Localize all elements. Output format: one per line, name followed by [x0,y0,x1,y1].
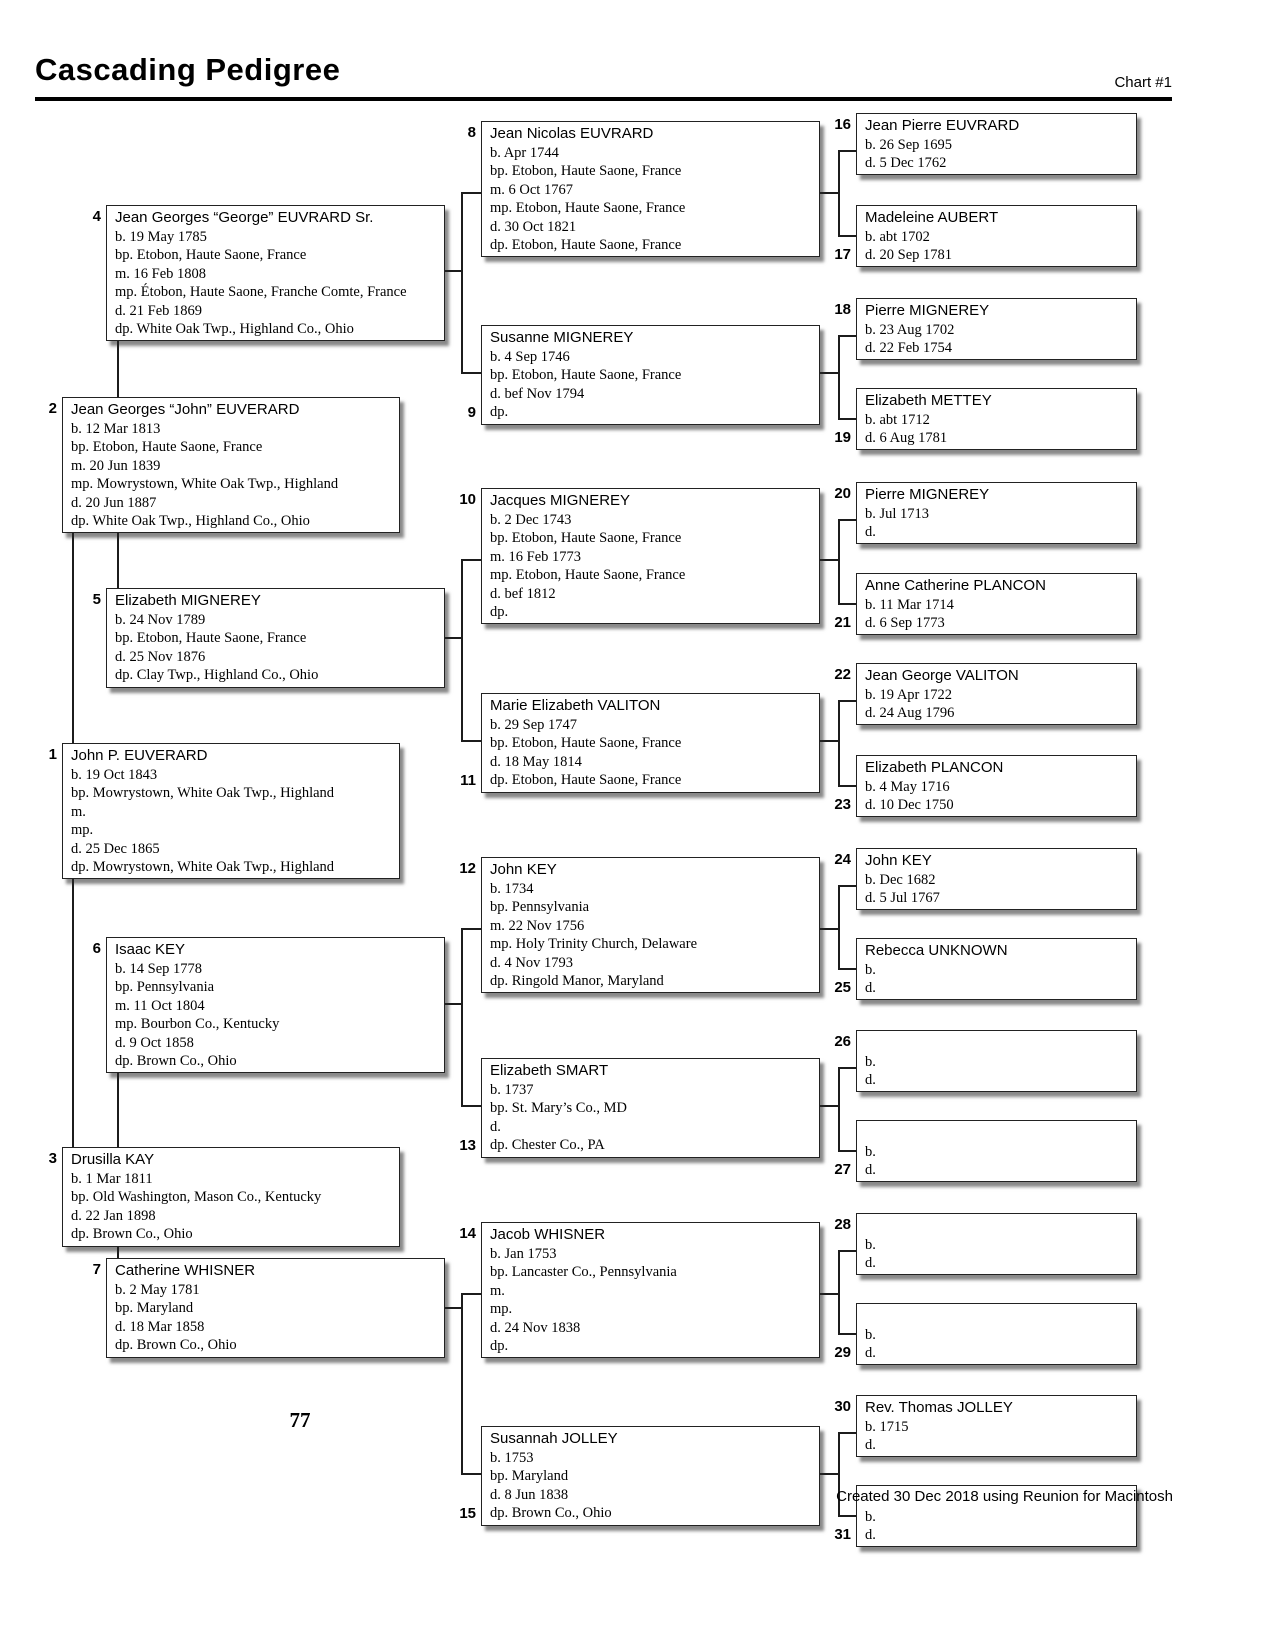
person-12-name: John KEY [490,861,557,878]
person-detail-line: b. 29 Sep 1747 [490,716,577,733]
person-31-number: 31 [834,1525,851,1543]
connector-line [838,150,840,235]
connector-line [820,1473,838,1475]
person-20-name: Pierre MIGNEREY [865,486,990,503]
person-detail-line: dp. Ringold Manor, Maryland [490,973,664,989]
connector-line [838,1150,856,1152]
connector-line [461,559,463,740]
person-detail-line: dp. White Oak Twp., Highland Co., Ohio [115,321,354,337]
person-detail-line: d. 22 Feb 1754 [865,340,952,356]
connector-line [461,372,481,374]
person-detail-line: b. Jul 1713 [865,505,930,522]
connector-line [117,341,119,397]
connector-line [72,879,74,1147]
created-note: Created 30 Dec 2018 using Reunion for Macintosh [836,1488,1173,1505]
person-detail-line: m. 16 Feb 1773 [490,548,582,565]
person-19-details [865,411,1130,448]
person-detail-line: bp. Old Washington, Mason Co., Kentucky [71,1189,322,1205]
person-detail-line: b. 11 Mar 1714 [865,596,954,613]
person-detail-line: dp. [490,1338,509,1354]
person-17-name: Madeleine AUBERT [865,209,999,226]
person-21-name: Anne Catherine PLANCON [865,577,1046,594]
person-detail-line: m. [71,803,86,820]
person-box-19 [834,388,1137,450]
connector-line [461,1293,481,1295]
person-6-details [115,960,438,1071]
person-box-1 [48,743,400,879]
person-detail-line: m. 20 Jun 1839 [71,457,161,474]
person-detail-line: dp. Brown Co., Ohio [115,1053,237,1069]
person-16-details [865,136,1130,173]
person-detail-line: b. 4 May 1716 [865,778,950,795]
person-23-name: Elizabeth PLANCON [865,759,1004,776]
person-detail-line: b. 24 Nov 1789 [115,611,206,628]
person-25-name: Rebecca UNKNOWN [865,942,1008,959]
person-detail-line: d. 20 Jun 1887 [71,494,157,511]
connector-line [117,1247,119,1258]
person-box-18 [834,298,1137,360]
connector-line [461,1293,463,1473]
person-detail-line: b. 2 Dec 1743 [490,511,572,528]
person-28-number: 28 [834,1216,851,1233]
person-12-details [490,880,813,991]
person-detail-line: b. [865,1508,876,1525]
person-1-number: 1 [48,746,57,763]
person-detail-line: b. 1734 [490,880,534,897]
person-detail-line: d. bef 1812 [490,585,556,602]
person-box-15 [459,1426,820,1526]
person-detail-line: b. 1737 [490,1081,534,1098]
person-20-number: 20 [834,485,851,502]
person-detail-line: b. [865,961,876,978]
person-31-details [865,1508,1130,1545]
person-detail-line: mp. Etobon, Haute Saone, France [490,567,686,583]
person-17-number: 17 [834,245,851,263]
person-detail-line: m. 16 Feb 1808 [115,265,207,282]
person-30-details [865,1418,1130,1455]
person-26-number: 26 [834,1033,851,1050]
person-16-name: Jean Pierre EUVRARD [865,117,1020,134]
person-3-number: 3 [48,1150,57,1167]
person-detail-line: bp. Pennsylvania [490,899,590,915]
person-detail-line: dp. Etobon, Haute Saone, France [490,772,682,788]
connector-line [838,885,856,887]
person-detail-line: b. Jan 1753 [490,1245,557,1262]
connector-line [820,928,838,930]
person-5-number: 5 [92,591,101,608]
connector-line [820,192,838,194]
person-detail-line: bp. Etobon, Haute Saone, France [71,439,263,455]
page-number: 77 [289,1408,311,1432]
person-detail-line: mp. Mowrystown, White Oak Twp., Highland [71,476,339,492]
connector-line [838,1067,856,1069]
person-29-name [865,1307,1130,1326]
person-detail-line: bp. Pennsylvania [115,979,215,995]
person-3-name: Drusilla KAY [71,1151,155,1168]
person-28-details [865,1236,1130,1273]
person-box-6 [92,937,445,1073]
connector-line [445,637,461,639]
person-detail-line: b. 12 Mar 1813 [71,420,161,437]
person-15-name: Susannah JOLLEY [490,1430,618,1447]
person-detail-line: b. 1753 [490,1449,534,1466]
connector-line [838,418,856,420]
person-detail-line: d. 22 Jan 1898 [71,1207,156,1224]
person-detail-line: mp. [71,822,94,838]
person-detail-line: b. 2 May 1781 [115,1281,200,1298]
person-26-details [865,1053,1130,1090]
person-4-name: Jean Georges “George” EUVRARD Sr. [115,209,374,226]
person-29-number: 29 [834,1343,851,1361]
person-4-details [115,228,438,339]
person-8-details [490,144,813,255]
person-25-number: 25 [834,978,851,996]
person-21-number: 21 [834,613,851,631]
person-1-details [71,766,393,877]
connector-line [838,785,856,787]
connector-line [838,700,856,702]
connector-line [838,1515,856,1517]
connector-line [72,533,74,743]
connector-line [445,1003,461,1005]
person-22-details [865,686,1130,723]
person-10-number: 10 [459,491,476,508]
person-detail-line: bp. Etobon, Haute Saone, France [490,530,682,546]
person-6-number: 6 [92,940,101,957]
connector-line [838,519,840,603]
connector-line [461,192,463,372]
person-box-29 [834,1303,1137,1365]
connector-line [838,335,856,337]
person-18-name: Pierre MIGNEREY [865,302,990,319]
person-box-24 [834,848,1137,910]
person-detail-line: b. [865,1236,876,1253]
connector-line [838,885,840,968]
connector-line [117,533,119,588]
person-detail-line: b. [865,1143,876,1160]
person-box-21 [834,573,1137,635]
person-detail-line: dp. Etobon, Haute Saone, France [490,237,682,253]
person-11-details [490,716,813,790]
person-7-name: Catherine WHISNER [115,1262,256,1279]
connector-line [461,928,481,930]
page-title: Cascading Pedigree [35,52,341,87]
person-2-name: Jean Georges “John” EUVERARD [71,401,300,418]
person-detail-line: d. 25 Dec 1865 [71,840,160,857]
person-17-details [865,228,1130,265]
person-7-number: 7 [92,1261,101,1278]
person-24-name: John KEY [865,852,932,869]
person-box-12 [459,857,820,993]
person-box-17 [834,205,1137,267]
connector-line [461,1105,481,1107]
person-detail-line: bp. Etobon, Haute Saone, France [115,630,307,646]
person-11-number: 11 [460,771,476,789]
person-22-number: 22 [834,666,851,683]
person-detail-line: dp. White Oak Twp., Highland Co., Ohio [71,513,310,529]
person-27-number: 27 [834,1160,851,1178]
person-27-details [865,1143,1130,1180]
person-13-details [490,1081,813,1155]
connector-line [838,1250,840,1333]
person-detail-line: b. 4 Sep 1746 [490,348,570,365]
connector-line [461,1473,481,1475]
person-detail-line: b. 19 Oct 1843 [71,766,158,783]
connector-line [461,192,481,194]
person-24-number: 24 [834,851,851,868]
person-box-27 [834,1120,1137,1182]
person-9-number: 9 [467,403,476,421]
person-box-10 [459,488,820,624]
person-box-26 [834,1030,1137,1092]
person-detail-line: b. abt 1712 [865,411,930,428]
connector-line [838,150,856,152]
person-15-details [490,1449,813,1523]
person-detail-line: bp. Etobon, Haute Saone, France [490,367,682,383]
person-14-name: Jacob WHISNER [490,1226,606,1243]
person-9-details [490,348,813,422]
person-detail-line: d. 25 Nov 1876 [115,648,206,665]
person-detail-line: d. 18 Mar 1858 [115,1318,205,1335]
person-24-details [865,871,1130,908]
person-13-name: Elizabeth SMART [490,1062,609,1079]
person-detail-line: b. Dec 1682 [865,871,936,888]
person-detail-line: b. 1715 [865,1418,909,1435]
person-23-details [865,778,1130,815]
person-detail-line: mp. [490,1301,513,1317]
person-detail-line: mp. Étobon, Haute Saone, Franche Comte, France [115,284,407,300]
person-19-number: 19 [834,428,851,446]
connector-line [445,1307,461,1309]
person-box-4 [92,205,445,341]
connector-line [838,519,856,521]
person-1-name: John P. EUVERARD [71,747,208,764]
person-box-14 [459,1222,820,1358]
person-detail-line: m. [490,1282,505,1299]
person-box-23 [834,755,1137,817]
person-19-name: Elizabeth METTEY [865,392,992,409]
person-detail-line: d. 9 Oct 1858 [115,1034,194,1051]
person-detail-line: b. 23 Aug 1702 [865,321,955,338]
connector-line [838,335,840,418]
connector-line [820,372,838,374]
person-detail-line: dp. Clay Twp., Highland Co., Ohio [115,667,319,683]
person-20-details [865,505,1130,542]
person-detail-line: bp. Lancaster Co., Pennsylvania [490,1264,677,1280]
connector-line [445,270,461,272]
person-detail-line: d. 6 Aug 1781 [865,430,948,446]
person-detail-line: b. 14 Sep 1778 [115,960,202,977]
person-27-name [865,1124,1130,1143]
person-detail-line: d. 4 Nov 1793 [490,954,573,971]
person-detail-line: d. [865,980,876,996]
connector-line [820,740,838,742]
person-box-8 [467,121,820,257]
person-13-number: 13 [459,1136,476,1154]
person-detail-line: b. 1 Mar 1811 [71,1170,153,1187]
person-8-number: 8 [467,124,476,141]
person-detail-line: d. [490,1118,501,1135]
person-detail-line: d. 18 May 1814 [490,753,582,770]
person-detail-line: d. 8 Jun 1838 [490,1486,569,1503]
person-detail-line: b. Apr 1744 [490,144,559,161]
person-box-5 [92,588,445,688]
connector-line [838,1432,856,1434]
person-detail-line: d. 21 Feb 1869 [115,302,202,319]
connector-line [838,1250,856,1252]
person-detail-line: bp. St. Mary’s Co., MD [490,1100,627,1116]
connector-line [461,559,481,561]
person-detail-line: dp. Chester Co., PA [490,1137,605,1153]
connector-line [820,1105,838,1107]
person-detail-line: dp. Mowrystown, White Oak Twp., Highland [71,859,335,875]
connector-line [461,740,481,742]
person-detail-line: d. 5 Jul 1767 [865,890,940,906]
person-detail-line: bp. Etobon, Haute Saone, France [490,735,682,751]
person-detail-line: d. [865,1437,876,1453]
person-8-name: Jean Nicolas EUVRARD [490,125,654,142]
person-14-details [490,1245,813,1356]
person-detail-line: d. 24 Nov 1838 [490,1319,581,1336]
person-detail-line: m. 6 Oct 1767 [490,181,573,198]
person-detail-line: b. [865,1053,876,1070]
person-2-details [71,420,393,531]
person-detail-line: m. 22 Nov 1756 [490,917,585,934]
person-detail-line: d. 5 Dec 1762 [865,155,947,171]
person-detail-line: b. 26 Sep 1695 [865,136,952,153]
person-detail-line: d. [865,1162,876,1178]
person-29-details [865,1326,1130,1363]
person-5-name: Elizabeth MIGNEREY [115,592,261,609]
connector-line [820,559,838,561]
person-detail-line: bp. Maryland [115,1300,194,1316]
person-detail-line: b. [865,1326,876,1343]
person-21-details [865,596,1130,633]
person-detail-line: b. abt 1702 [865,228,930,245]
person-26-name [865,1034,1130,1053]
person-30-number: 30 [834,1398,851,1415]
person-detail-line: d. 20 Sep 1781 [865,247,952,263]
person-detail-line: bp. Etobon, Haute Saone, France [490,163,682,179]
person-detail-line: mp. Bourbon Co., Kentucky [115,1016,280,1032]
connector-line [820,1293,838,1295]
person-box-30 [834,1395,1137,1457]
person-detail-line: bp. Etobon, Haute Saone, France [115,247,307,263]
connector-line [838,235,856,237]
person-box-13 [459,1058,820,1158]
person-detail-line: mp. Etobon, Haute Saone, France [490,200,686,216]
person-detail-line: mp. Holy Trinity Church, Delaware [490,936,698,952]
person-detail-line: dp. Brown Co., Ohio [115,1337,237,1353]
person-16-number: 16 [834,116,851,133]
person-detail-line: m. 11 Oct 1804 [115,997,205,1014]
person-detail-line: d. [865,1345,876,1361]
person-14-number: 14 [459,1225,476,1242]
person-box-25 [834,938,1137,1000]
person-5-details [115,611,438,685]
person-9-name: Susanne MIGNEREY [490,329,634,346]
person-detail-line: dp. Brown Co., Ohio [71,1226,193,1242]
person-18-details [865,321,1130,358]
person-detail-line: bp. Maryland [490,1468,569,1484]
person-18-number: 18 [834,301,851,318]
person-detail-line: dp. [490,604,509,620]
person-box-28 [834,1213,1137,1275]
person-detail-line: b. 19 May 1785 [115,228,207,245]
person-15-number: 15 [459,1504,476,1522]
person-detail-line: d. 24 Aug 1796 [865,705,955,721]
person-detail-line: dp. Brown Co., Ohio [490,1505,612,1521]
person-23-number: 23 [834,795,851,813]
person-2-number: 2 [48,400,57,417]
chart-number-label: Chart #1 [1114,74,1172,91]
person-detail-line: b. 19 Apr 1722 [865,686,952,703]
person-box-22 [834,663,1137,725]
connector-line [838,700,840,785]
person-6-name: Isaac KEY [115,941,186,958]
person-12-number: 12 [459,860,476,877]
person-box-2 [48,397,400,533]
person-box-3 [48,1147,400,1247]
person-detail-line: d. 10 Dec 1750 [865,797,954,813]
person-30-name: Rev. Thomas JOLLEY [865,1399,1013,1416]
title-rule [35,97,1172,101]
connector-line [461,928,463,1105]
person-detail-line: d. [865,1255,876,1271]
connector-line [838,1067,840,1150]
person-3-details [71,1170,393,1244]
connector-line [838,968,856,970]
person-detail-line: d. bef Nov 1794 [490,385,585,402]
person-25-details [865,961,1130,998]
person-22-name: Jean George VALITON [865,667,1019,684]
person-box-11 [460,693,820,793]
person-box-16 [834,113,1137,175]
person-detail-line: d. [865,1072,876,1088]
connector-line [117,1073,119,1147]
person-10-name: Jacques MIGNEREY [490,492,631,509]
connector-line [838,603,856,605]
person-detail-line: dp. [490,404,509,420]
person-detail-line: d. 6 Sep 1773 [865,615,945,631]
person-detail-line: bp. Mowrystown, White Oak Twp., Highland [71,785,335,801]
person-box-20 [834,482,1137,544]
person-10-details [490,511,813,622]
person-box-7 [92,1258,445,1358]
person-11-name: Marie Elizabeth VALITON [490,697,661,714]
person-4-number: 4 [92,208,101,225]
connector-line [838,1333,856,1335]
person-28-name [865,1217,1130,1236]
person-detail-line: d. [865,524,876,540]
person-detail-line: d. [865,1527,876,1543]
person-detail-line: d. 30 Oct 1821 [490,218,577,235]
person-box-9 [467,325,820,425]
person-7-details [115,1281,438,1355]
